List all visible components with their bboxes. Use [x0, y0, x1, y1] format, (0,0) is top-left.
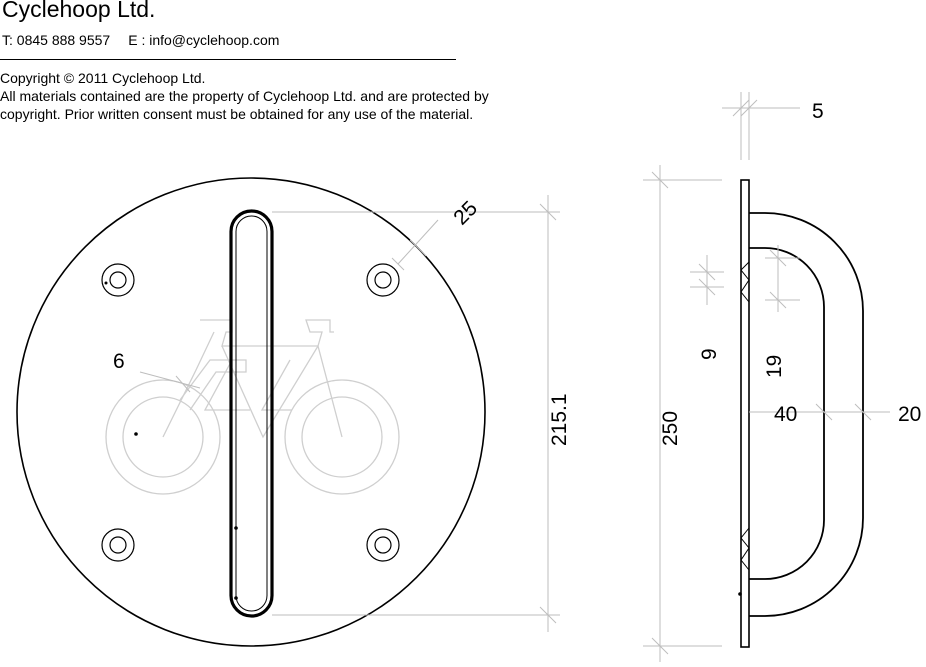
dim-label-9: 9 — [698, 348, 721, 360]
dim-label-plate-thickness: 5 — [812, 100, 824, 123]
plate-side-profile — [741, 180, 749, 647]
copyright-line-1: Copyright © 2011 Cyclehoop Ltd. — [0, 70, 206, 86]
dimension-depth — [749, 404, 890, 420]
mounting-hole-bottom-right — [367, 529, 399, 561]
weld-fillets — [741, 262, 749, 570]
dim-label-hole: 6 — [113, 350, 125, 373]
hoop-slot — [231, 211, 272, 616]
dim-label-40: 40 — [774, 403, 798, 426]
company-name: Cyclehoop Ltd. — [2, 0, 156, 22]
email-address: E : info@cyclehoop.com — [128, 32, 280, 48]
base-plate-outline — [17, 178, 485, 646]
dim-label-20: 20 — [898, 403, 922, 426]
mounting-hole-top-right — [367, 264, 399, 296]
dim-label-slot-length: 215.1 — [548, 393, 571, 446]
mounting-hole-bottom-left — [102, 529, 134, 561]
bicycle-logo-icon — [106, 320, 399, 494]
dimension-height — [643, 165, 722, 662]
dim-label-19: 19 — [763, 354, 786, 378]
dimension-plate-thickness — [722, 92, 800, 160]
front-view — [17, 178, 571, 646]
mounting-hole-top-left — [102, 264, 134, 296]
side-view — [643, 92, 921, 662]
phone-number: T: 0845 888 9557 — [2, 32, 111, 48]
dim-label-height: 250 — [659, 410, 682, 446]
copyright-line-3: copyright. Prior written consent must be obtained for any use of the material. — [0, 106, 474, 122]
copyright-line-2: All materials contained are the property of Cyclehoop Ltd. and are protected by — [0, 88, 489, 104]
dimension-9 — [690, 255, 724, 305]
dimension-slot-length — [272, 195, 560, 632]
hoop-outer-profile — [749, 213, 863, 616]
dim-label-slot-width: 25 — [449, 196, 483, 230]
